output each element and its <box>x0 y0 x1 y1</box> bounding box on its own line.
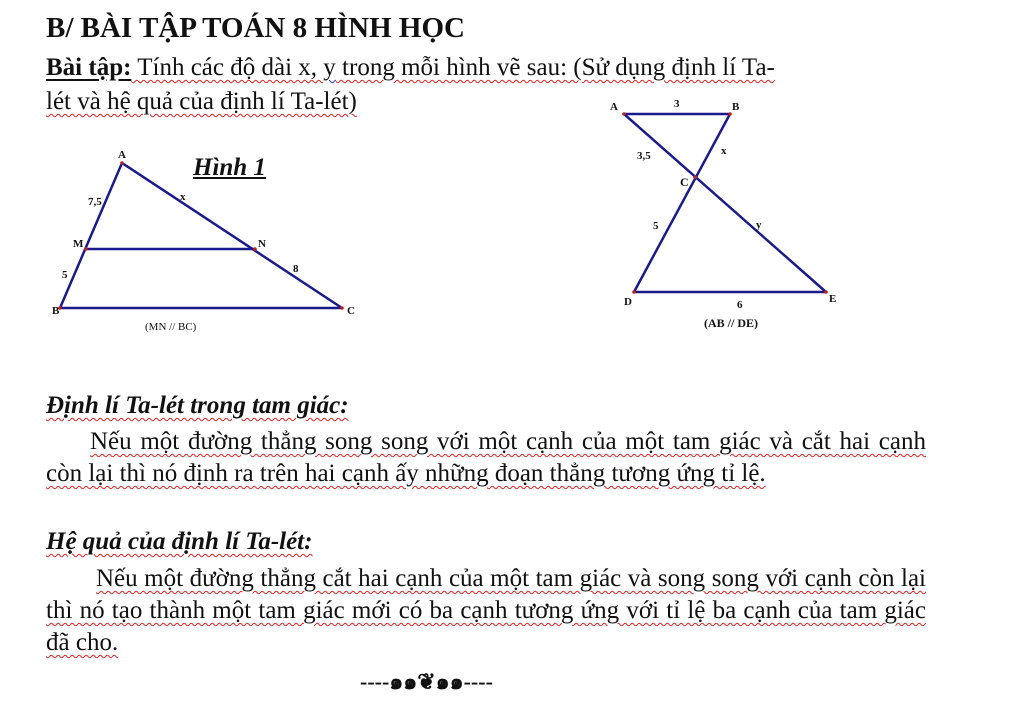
theorem-heading-text: Định lí Ta-lét trong tam giác: <box>46 392 349 419</box>
theorem-body-text: Nếu một đường thẳng song song với một cạnh của một tam giác và cắt hai cạnh còn lại thì nó định ra trên hai cạnh ấy những đoạn thẳng tương ứng tỉ lệ. <box>46 428 926 487</box>
fig2-label-d: D <box>624 296 632 308</box>
fig1-label-c: C <box>347 305 355 317</box>
exercise-line-2-text: lét và hệ quả của định lí Ta-lét) <box>46 88 357 115</box>
corollary-heading <box>46 528 312 556</box>
fig2-note: (AB // DE) <box>704 316 758 330</box>
fig1-label-b: B <box>52 305 60 317</box>
fig2-length-ab: 3 <box>674 98 680 110</box>
fig2-length-bc: x <box>721 145 727 157</box>
figure-1-caption: Hình 1 <box>193 154 266 181</box>
page-title: B/ BÀI TẬP TOÁN 8 HÌNH HỌC <box>46 12 465 44</box>
fig2-length-ac: 3,5 <box>637 150 651 162</box>
theorem-body <box>46 426 926 490</box>
fig2-label-e: E <box>829 293 837 305</box>
fig2-length-cd: 5 <box>653 220 659 232</box>
footer-ornament: ----๑๑❦๑๑---- <box>360 669 493 694</box>
fig1-length-am: 7,5 <box>88 196 102 208</box>
fig1-label-m: M <box>73 238 84 250</box>
segment-ae <box>624 114 826 292</box>
exercise-text-2: trong mỗi hình vẽ sau: (Sử dụng định lí Ta- <box>335 54 775 81</box>
theorem-heading <box>46 392 349 420</box>
fig1-note: (MN // BC) <box>145 321 197 333</box>
fig2-length-de: 6 <box>737 299 743 311</box>
fig1-length-mb: 5 <box>62 269 68 281</box>
exercise-text-y: y <box>323 54 336 81</box>
corollary-body-text: Nếu một đường thẳng cắt hai cạnh của một tam giác và song song với cạnh còn lại thì nó tạo thành một tam giác mới có ba cạnh tương ứng với tỉ lệ ba cạnh của tam giác đã cho. <box>46 565 926 656</box>
corollary-heading-text: Hệ quả của định lí Ta-lét: <box>46 528 313 555</box>
fig1-label-a: A <box>118 149 126 161</box>
corollary-body <box>46 563 926 659</box>
exercise-label: Bài tập: <box>46 54 132 81</box>
segment-bd <box>634 114 730 292</box>
fig1-length-an: x <box>180 191 186 203</box>
segment-ac <box>122 163 342 308</box>
fig2-label-a: A <box>610 101 618 113</box>
fig2-label-c: C <box>680 175 689 189</box>
figure-2 <box>600 92 850 342</box>
exercise-line-1 <box>46 52 926 84</box>
fig1-length-nc: 8 <box>293 263 299 275</box>
fig1-label-n: N <box>258 238 266 250</box>
exercise-text-1: Tính các độ dài x, <box>131 54 324 81</box>
segment-ab <box>60 163 122 308</box>
fig2-label-b: B <box>732 101 740 113</box>
fig2-length-ce: y <box>756 219 762 231</box>
